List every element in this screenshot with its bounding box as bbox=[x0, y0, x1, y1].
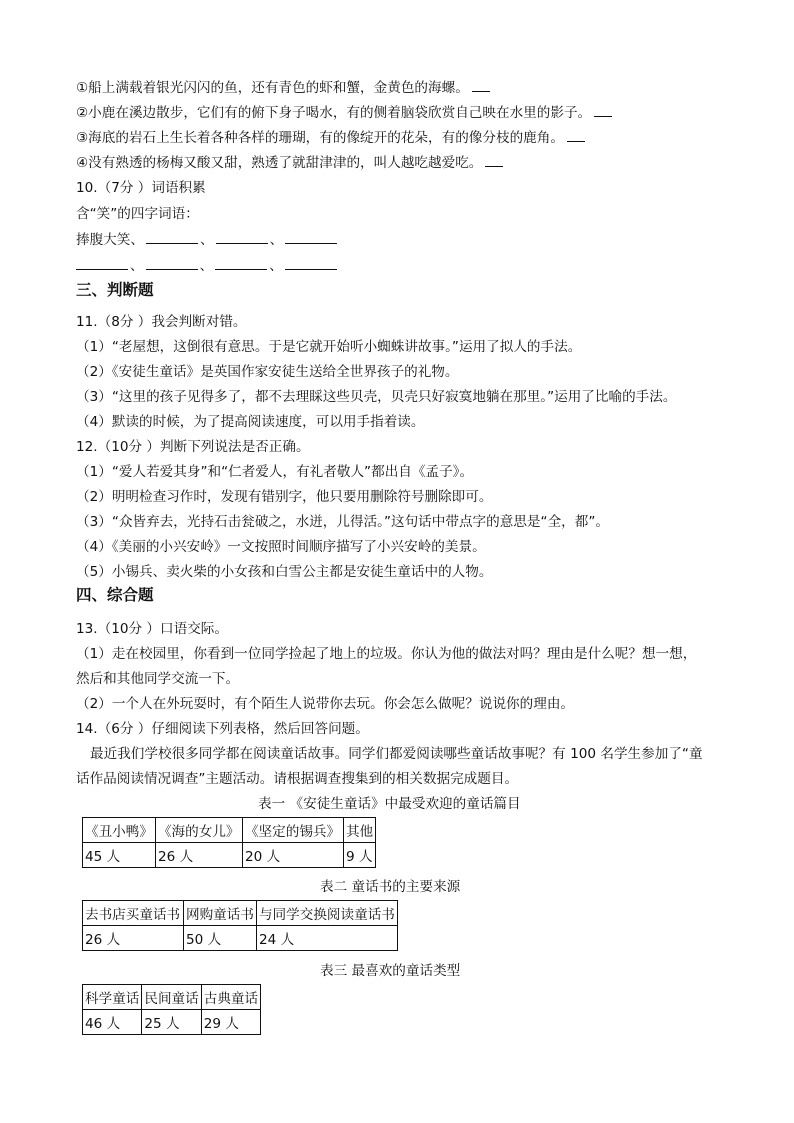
table-1-cell: 9 人 bbox=[343, 843, 375, 868]
answer-blank[interactable] bbox=[472, 79, 490, 92]
table-2-header: 网购童话书 bbox=[184, 901, 257, 926]
q14-paragraph-line-2: 话作品阅读情况调查”主题活动。请根据调查搜集到的相关数据完成题目。 bbox=[76, 771, 519, 787]
q12-item-4: （4）《美丽的小兴安岭》一文按照时间顺序描写了小兴安岭的美景。 bbox=[76, 539, 486, 555]
q9-item-2-text: ②小鹿在溪边散步，它们有的俯下身子喝水，有的侧着脑袋欣赏自己映在水里的影子。 bbox=[76, 105, 592, 121]
q9-item-4-text: ④没有熟透的杨梅又酸又甜，熟透了就甜津津的，叫人越吃越爱吃。 bbox=[76, 155, 483, 171]
table-1-cell: 45 人 bbox=[83, 843, 156, 868]
q10-title: 10.（7分 ）词语积累 bbox=[76, 180, 206, 196]
q9-item-1 bbox=[76, 79, 490, 97]
q11-title: 11.（8分 ）我会判断对错。 bbox=[76, 314, 247, 330]
answer-blank[interactable] bbox=[485, 154, 503, 167]
q9-item-1-text: ①船上满载着银光闪闪的鱼，还有青色的虾和蟹，金黄色的海螺。 bbox=[76, 80, 469, 96]
table-1-caption: 表一 《安徒生童话》中最受欢迎的童话篇目 bbox=[258, 796, 521, 812]
q13-item-1-line-1: （1）走在校园里，你看到一位同学捡起了地上的垃圾。你认为他的做法对吗？理由是什么呢？想一想， bbox=[76, 646, 697, 662]
q12-item-2: （2）明明检查习作时，发现有错别字，他只要用删除符号删除即可。 bbox=[76, 489, 493, 505]
table-2-caption: 表二 童话书的主要来源 bbox=[320, 879, 461, 895]
table-2-cell: 50 人 bbox=[184, 926, 257, 951]
table-row bbox=[83, 901, 398, 926]
q10-row-1: 捧腹大笑、 、 、 bbox=[76, 231, 339, 249]
table-1 bbox=[82, 817, 376, 868]
section-heading-comprehensive: 四、综合题 bbox=[76, 586, 154, 604]
q13-item-1-line-2: 然后和其他同学交流一下。 bbox=[76, 671, 240, 687]
table-2-header: 去书店买童话书 bbox=[83, 901, 184, 926]
answer-blank[interactable] bbox=[567, 129, 585, 142]
table-row bbox=[83, 843, 376, 868]
q10-example: 捧腹大笑、 bbox=[76, 232, 144, 248]
answer-blank[interactable] bbox=[594, 104, 612, 117]
table-2-cell: 26 人 bbox=[83, 926, 184, 951]
table-1-header: 《海的女儿》 bbox=[155, 818, 242, 843]
table-2-cell: 24 人 bbox=[256, 926, 397, 951]
table-3-cell: 25 人 bbox=[142, 1010, 201, 1035]
word-blank[interactable] bbox=[285, 257, 337, 270]
q12-item-3: （3）“众皆弃去，光持石击瓮破之，水迸，儿得活。”这句话中带点字的意思是“全，都”。 bbox=[76, 514, 609, 530]
q14-title: 14.（6分 ）仔细阅读下列表格，然后回答问题。 bbox=[76, 721, 369, 737]
q10-subtitle: 含“笑”的四字词语： bbox=[76, 206, 199, 222]
table-3-cell: 46 人 bbox=[83, 1010, 142, 1035]
section-heading-judgment: 三、判断题 bbox=[76, 281, 154, 299]
q11-item-2: （2）《安徒生童话》是英国作家安徒生送给全世界孩子的礼物。 bbox=[76, 364, 459, 380]
q9-item-3 bbox=[76, 129, 585, 147]
table-row bbox=[83, 985, 261, 1010]
table-3-header: 科学童话 bbox=[83, 985, 142, 1010]
word-blank[interactable] bbox=[285, 231, 337, 244]
q11-item-1: （1）“老屋想，这倒很有意思。于是它就开始听小蜘蛛讲故事。”运用了拟人的手法。 bbox=[76, 339, 582, 355]
table-1-cell: 26 人 bbox=[155, 843, 242, 868]
q12-item-5: （5）小锡兵、卖火柴的小女孩和白雪公主都是安徒生童话中的人物。 bbox=[76, 564, 493, 580]
word-blank[interactable] bbox=[146, 231, 198, 244]
q10-row-2: 、 、 、 bbox=[76, 257, 339, 275]
table-row bbox=[83, 1010, 261, 1035]
q11-item-3: （3）“这里的孩子见得多了，都不去理睬这些贝壳，贝壳只好寂寞地躺在那里。”运用了比喻的手法。 bbox=[76, 389, 677, 405]
q12-item-1: （1）“爱人若爱其身”和“仁者爱人，有礼者敬人”都出自《孟子》。 bbox=[76, 464, 474, 480]
q14-paragraph-line-1: 最近我们学校很多同学都在阅读童话故事。同学们都爱阅读哪些童话故事呢？有 100 名学生参加了“童 bbox=[90, 746, 703, 762]
word-blank[interactable] bbox=[215, 257, 267, 270]
table-2 bbox=[82, 900, 398, 951]
table-3-header: 古典童话 bbox=[201, 985, 260, 1010]
q12-title: 12.（10分 ）判断下列说法是否正确。 bbox=[76, 439, 310, 455]
word-blank[interactable] bbox=[216, 231, 268, 244]
table-row bbox=[83, 926, 398, 951]
q9-item-4 bbox=[76, 154, 503, 172]
q13-item-2: （2）一个人在外玩耍时，有个陌生人说带你去玩。你会怎么做呢？说说你的理由。 bbox=[76, 696, 575, 712]
table-2-header: 与同学交换阅读童话书 bbox=[256, 901, 397, 926]
table-row bbox=[83, 818, 376, 843]
word-blank[interactable] bbox=[146, 257, 198, 270]
table-1-header: 《坚定的锡兵》 bbox=[242, 818, 343, 843]
table-1-cell: 20 人 bbox=[242, 843, 343, 868]
q11-item-4: （4）默读的时候，为了提高阅读速度，可以用手指着读。 bbox=[76, 414, 425, 430]
table-1-header: 其他 bbox=[343, 818, 375, 843]
table-3 bbox=[82, 984, 261, 1035]
q13-title: 13.（10分 ）口语交际。 bbox=[76, 621, 228, 637]
table-1-header: 《丑小鸭》 bbox=[83, 818, 156, 843]
q9-item-3-text: ③海底的岩石上生长着各种各样的珊瑚，有的像绽开的花朵，有的像分枝的鹿角。 bbox=[76, 130, 564, 146]
table-3-caption: 表三 最喜欢的童话类型 bbox=[320, 963, 461, 979]
word-blank[interactable] bbox=[76, 257, 128, 270]
table-3-header: 民间童话 bbox=[142, 985, 201, 1010]
q9-item-2 bbox=[76, 104, 612, 122]
table-3-cell: 29 人 bbox=[201, 1010, 260, 1035]
